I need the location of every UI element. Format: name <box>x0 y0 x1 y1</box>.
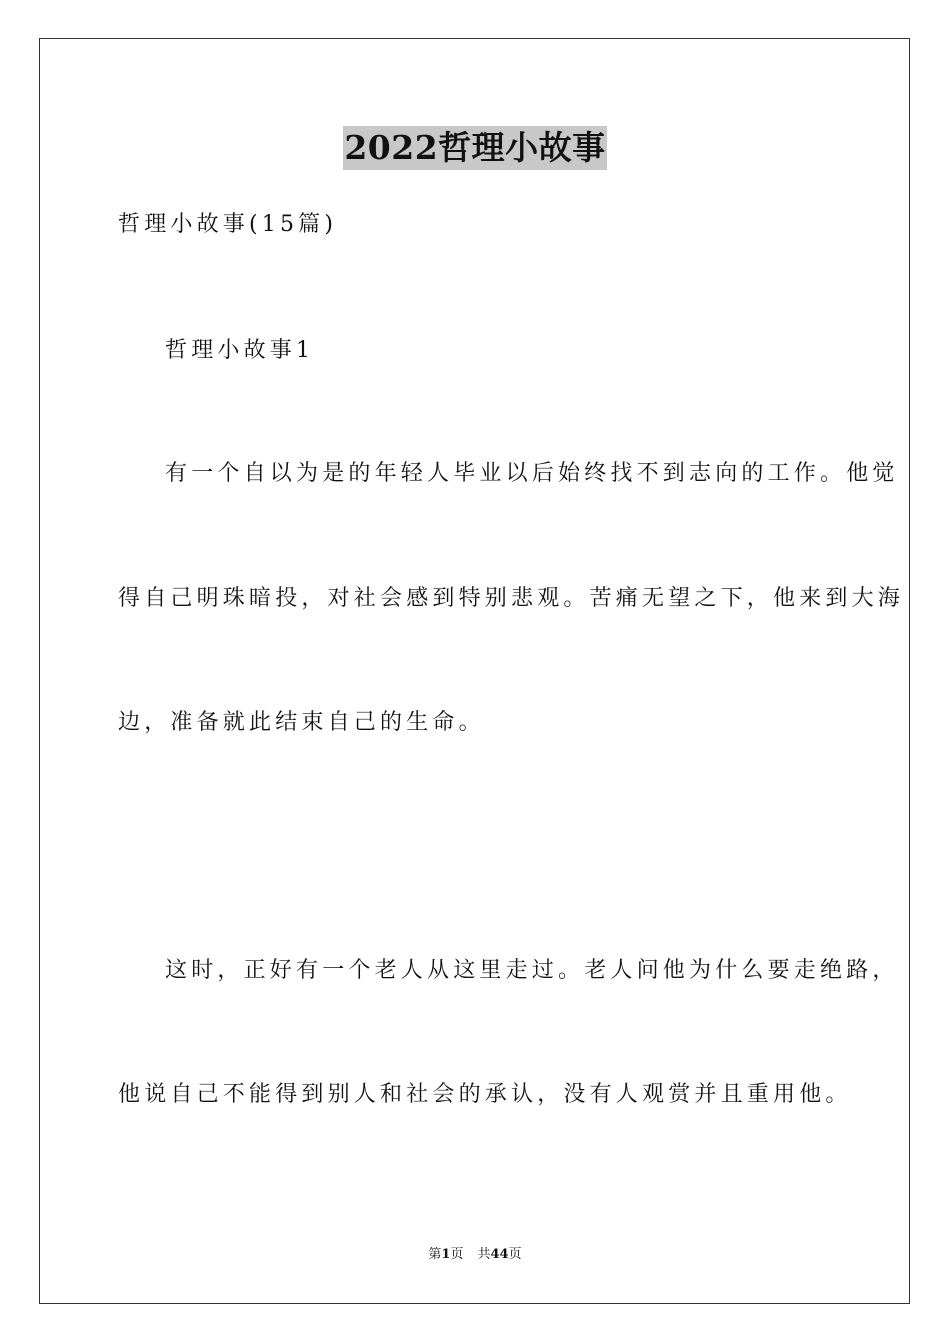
paragraph-line: 这时，正好有一个老人从这里走过。老人问他为什么要走绝路， <box>165 958 899 983</box>
paragraph-line: 边，准备就此结束自己的生命。 <box>118 710 485 735</box>
title-container <box>0 126 950 170</box>
page-footer <box>0 1246 950 1264</box>
page-label-prefix: 第 <box>428 1247 442 1262</box>
document-subtitle: 哲理小故事(15篇) <box>118 212 338 237</box>
paragraph-line: 得自己明珠暗投，对社会感到特别悲观。苦痛无望之下，他来到大海 <box>118 586 905 611</box>
section-heading: 哲理小故事1 <box>165 338 315 363</box>
total-label-suffix: 页 <box>508 1247 522 1262</box>
page-number: 1 <box>441 1247 451 1262</box>
paragraph-line: 有一个自以为是的年轻人毕业以后始终找不到志向的工作。他觉 <box>165 461 899 486</box>
paragraph-line: 他说自己不能得到别人和社会的承认，没有人观赏并且重用他。 <box>118 1082 852 1107</box>
total-pages: 44 <box>490 1247 509 1262</box>
document-title: 2022哲理小故事 <box>343 126 606 170</box>
page-label-suffix: 页 <box>450 1247 464 1262</box>
total-label-prefix: 共 <box>477 1247 491 1262</box>
